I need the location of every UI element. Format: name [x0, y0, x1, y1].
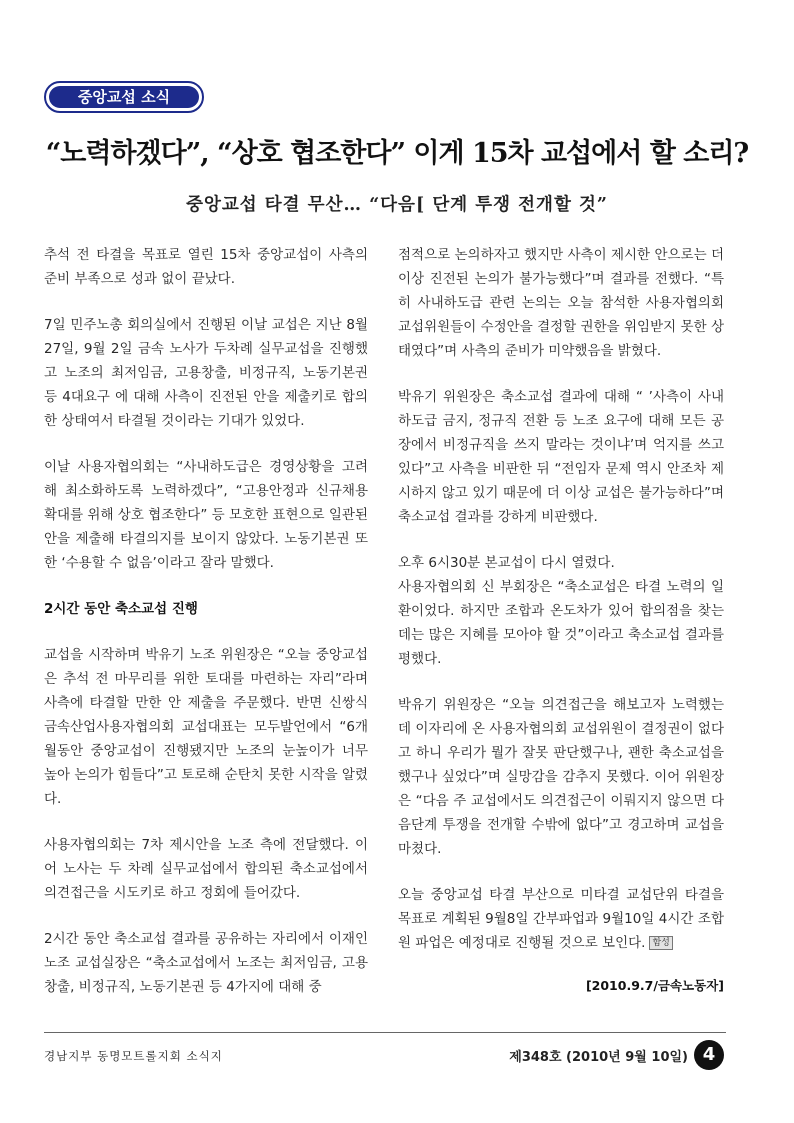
end-mark: 함성: [649, 936, 672, 950]
paragraph: 2시간 동안 축소교섭 결과를 공유하는 자리에서 이재인 노조 교섭실장은 “축소교섭에서 노조는 최저임금, 고용창출, 비정규직, 노동기본권 등 4가지에 대해 중: [44, 931, 368, 995]
paragraph: 오후 6시30분 본교섭이 다시 열렸다.: [398, 555, 615, 571]
paragraph: 7일 민주노총 회의실에서 진행된 이날 교섭은 지난 8월 27일, 9월 2일 금속 노사가 두차례 실무교섭을 진행했고 노조의 최저임금, 고용창출, 비정규직, 노동기본권 등 4대요구 에 대해 사측이 진전된 안을 제출키로 합의한 상태여서 타결될 것이라는 기대가 있었다.: [44, 317, 368, 429]
footer-issue: 제348호 (2010년 9월 10일): [509, 1050, 688, 1065]
paragraph: 박유기 위원장은 축소교섭 결과에 대해 “ ’사측이 사내하도급 금지, 정규직 전환 등 노조 요구에 대해 모든 공장에서 비정규직을 쓰지 말라는 것이냐’며 억지를 쓰고 있다”고 사측을 비판한 뒤 “전임자 문제 역시 안조차 제시하지 않고 있기 때문에 더 이상 교섭은 불가능하다”며 축소교섭 결과를 강하게 비판했다.: [398, 389, 724, 525]
paragraph: 사용자협의회 신 부회장은 “축소교섭은 타결 노력의 일환이었다. 하지만 조합과 온도차가 있어 합의점을 찾는데는 많은 지혜를 모아야 할 것”이라고 축소교섭 결과를 평했다.: [398, 579, 724, 667]
paragraph: 이날 사용자협의회는 “사내하도급은 경영상황을 고려해 최소화하도록 노력하겠다”, “고용안정과 신규채용 확대를 위해 상호 협조한다” 등 모호한 표현으로 일관된 안을 제출해 타결의지를 보이지 않았다. 노동기본권 또한 ‘수용할 수 없음’이라고 잘라 말했다.: [44, 459, 368, 571]
article-subheadline: 중앙교섭 타결 무산… “다음[ 단계 투쟁 전개할 것”: [186, 195, 608, 215]
section-heading: 2시간 동안 축소교섭 진행: [44, 601, 198, 617]
paragraph: 추석 전 타결을 목표로 열린 15차 중앙교섭이 사측의 준비 부족으로 성과 없이 끝났다.: [44, 247, 368, 287]
footer-divider: [44, 1032, 726, 1033]
page-number: 4: [694, 1040, 724, 1070]
paragraph: 점적으로 논의하자고 했지만 사측이 제시한 안으로는 더 이상 진전된 논의가 불가능했다”며 결과를 전했다. “특히 사내하도급 관련 논의는 오늘 참석한 사용자협의회 교섭위원들이 수정안을 결정할 권한을 위임받지 못한 상태였다”며 사측의 준비가 미약했음을 밝혔다.: [398, 247, 724, 359]
paragraph: 박유기 위원장은 “오늘 의견접근을 해보고자 노력했는데 이자리에 온 사용자협의회 교섭위원이 결정권이 없다고 하니 우리가 뭘가 잘못 판단했구나, 괜한 축소교섭을 했구나 싶었다”며 실망감을 감추지 못했다. 이어 위원장은 “다음 주 교섭에서도 의견접근이 이뤄지지 않으면 다음단계 투쟁을 전개할 수밖에 없다”고 경고하며 교섭을 마쳤다.: [398, 697, 724, 857]
section-badge: [44, 81, 204, 113]
paragraph: 교섭을 시작하며 박유기 노조 위원장은 “오늘 중앙교섭은 추석 전 마무리를 위한 토대를 마련하는 자리”라며 사측에 타결할 만한 안 제출을 주문했다. 반면 신쌍식 금속산업사용자협의회 교섭대표는 모두발언에서 “6개월동안 중앙교섭이 진행됐지만 노조의 눈높이가 너무 높아 논의가 힘들다”고 토로해 순탄치 못한 시작을 알렸다.: [44, 647, 368, 807]
paragraph: 사용자협의회는 7차 제시안을 노조 측에 전달했다. 이어 노사는 두 차례 실무교섭에서 합의된 축소교섭에서 의견접근을 시도키로 하고 정회에 들어갔다.: [44, 837, 368, 901]
footer-publication: 경남지부 동명모트롤지회 소식지: [44, 1049, 223, 1063]
section-badge-label: 중앙교섭 소식: [49, 86, 199, 108]
left-column: [44, 243, 368, 999]
article-headline: “노력하겠다”, “상호 협조한다” 이게 15차 교섭에서 할 소리?: [45, 138, 749, 169]
paragraph-with-end-mark: [398, 883, 724, 955]
right-column: [398, 243, 724, 955]
paragraph: 오늘 중앙교섭 타결 부산으로 미타결 교섭단위 타결을 목표로 계획된 9월8일 간부파업과 9월10일 4시간 조합원 파업은 예정대로 진행될 것으로 보인다.: [398, 887, 724, 951]
article-source: [2010.9.7/금속노동자]: [585, 978, 724, 993]
